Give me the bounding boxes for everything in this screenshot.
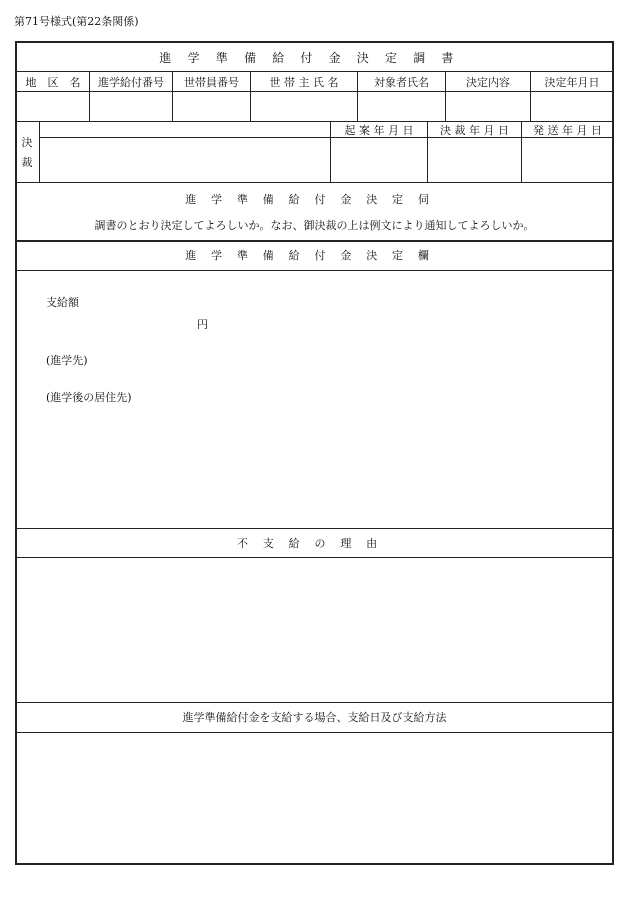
draft-date-header: 起 案 年 月 日	[344, 123, 414, 137]
residence-label: (進学後の居住先)	[46, 391, 132, 404]
kessai-label-2: 裁	[21, 156, 33, 169]
decision-title: 進学準備給付金決定欄	[185, 249, 444, 262]
column-header-district: 地 区 名	[25, 75, 81, 89]
dispatch-date-header: 発 送 年 月 日	[533, 123, 602, 137]
approval-date-header: 決 裁 年 月 日	[440, 123, 509, 137]
inquiry-text: 調書のとおり決定してよろしいか。なお、御決裁の上は例文により通知してよろしいか。	[94, 219, 535, 232]
payment-method-title: 進学準備給付金を支給する場合、支給日及び支給方法	[182, 711, 447, 724]
inquiry-title: 進学準備給付金決定伺	[185, 193, 444, 206]
kessai-label-1: 決	[21, 136, 33, 149]
form-number: 第71号様式(第22条関係)	[14, 15, 139, 28]
yen-unit: 円	[197, 318, 208, 331]
school-label: (進学先)	[46, 354, 88, 367]
column-header-decision-content: 決定内容	[466, 75, 510, 89]
form-title: 進学準備給付金決定調書	[159, 50, 470, 65]
column-header-householder-name: 世 帯 主 氏 名	[269, 75, 339, 89]
amount-label: 支給額	[46, 296, 79, 309]
column-header-subject-name: 対象者氏名	[374, 75, 429, 89]
column-header-decision-date: 決定年月日	[544, 75, 600, 89]
form-frame	[15, 41, 614, 865]
non-payment-title: 不支給の理由	[236, 537, 393, 550]
column-header-benefit-number: 進学給付番号	[98, 75, 164, 89]
column-header-member-number: 世帯員番号	[184, 75, 239, 89]
